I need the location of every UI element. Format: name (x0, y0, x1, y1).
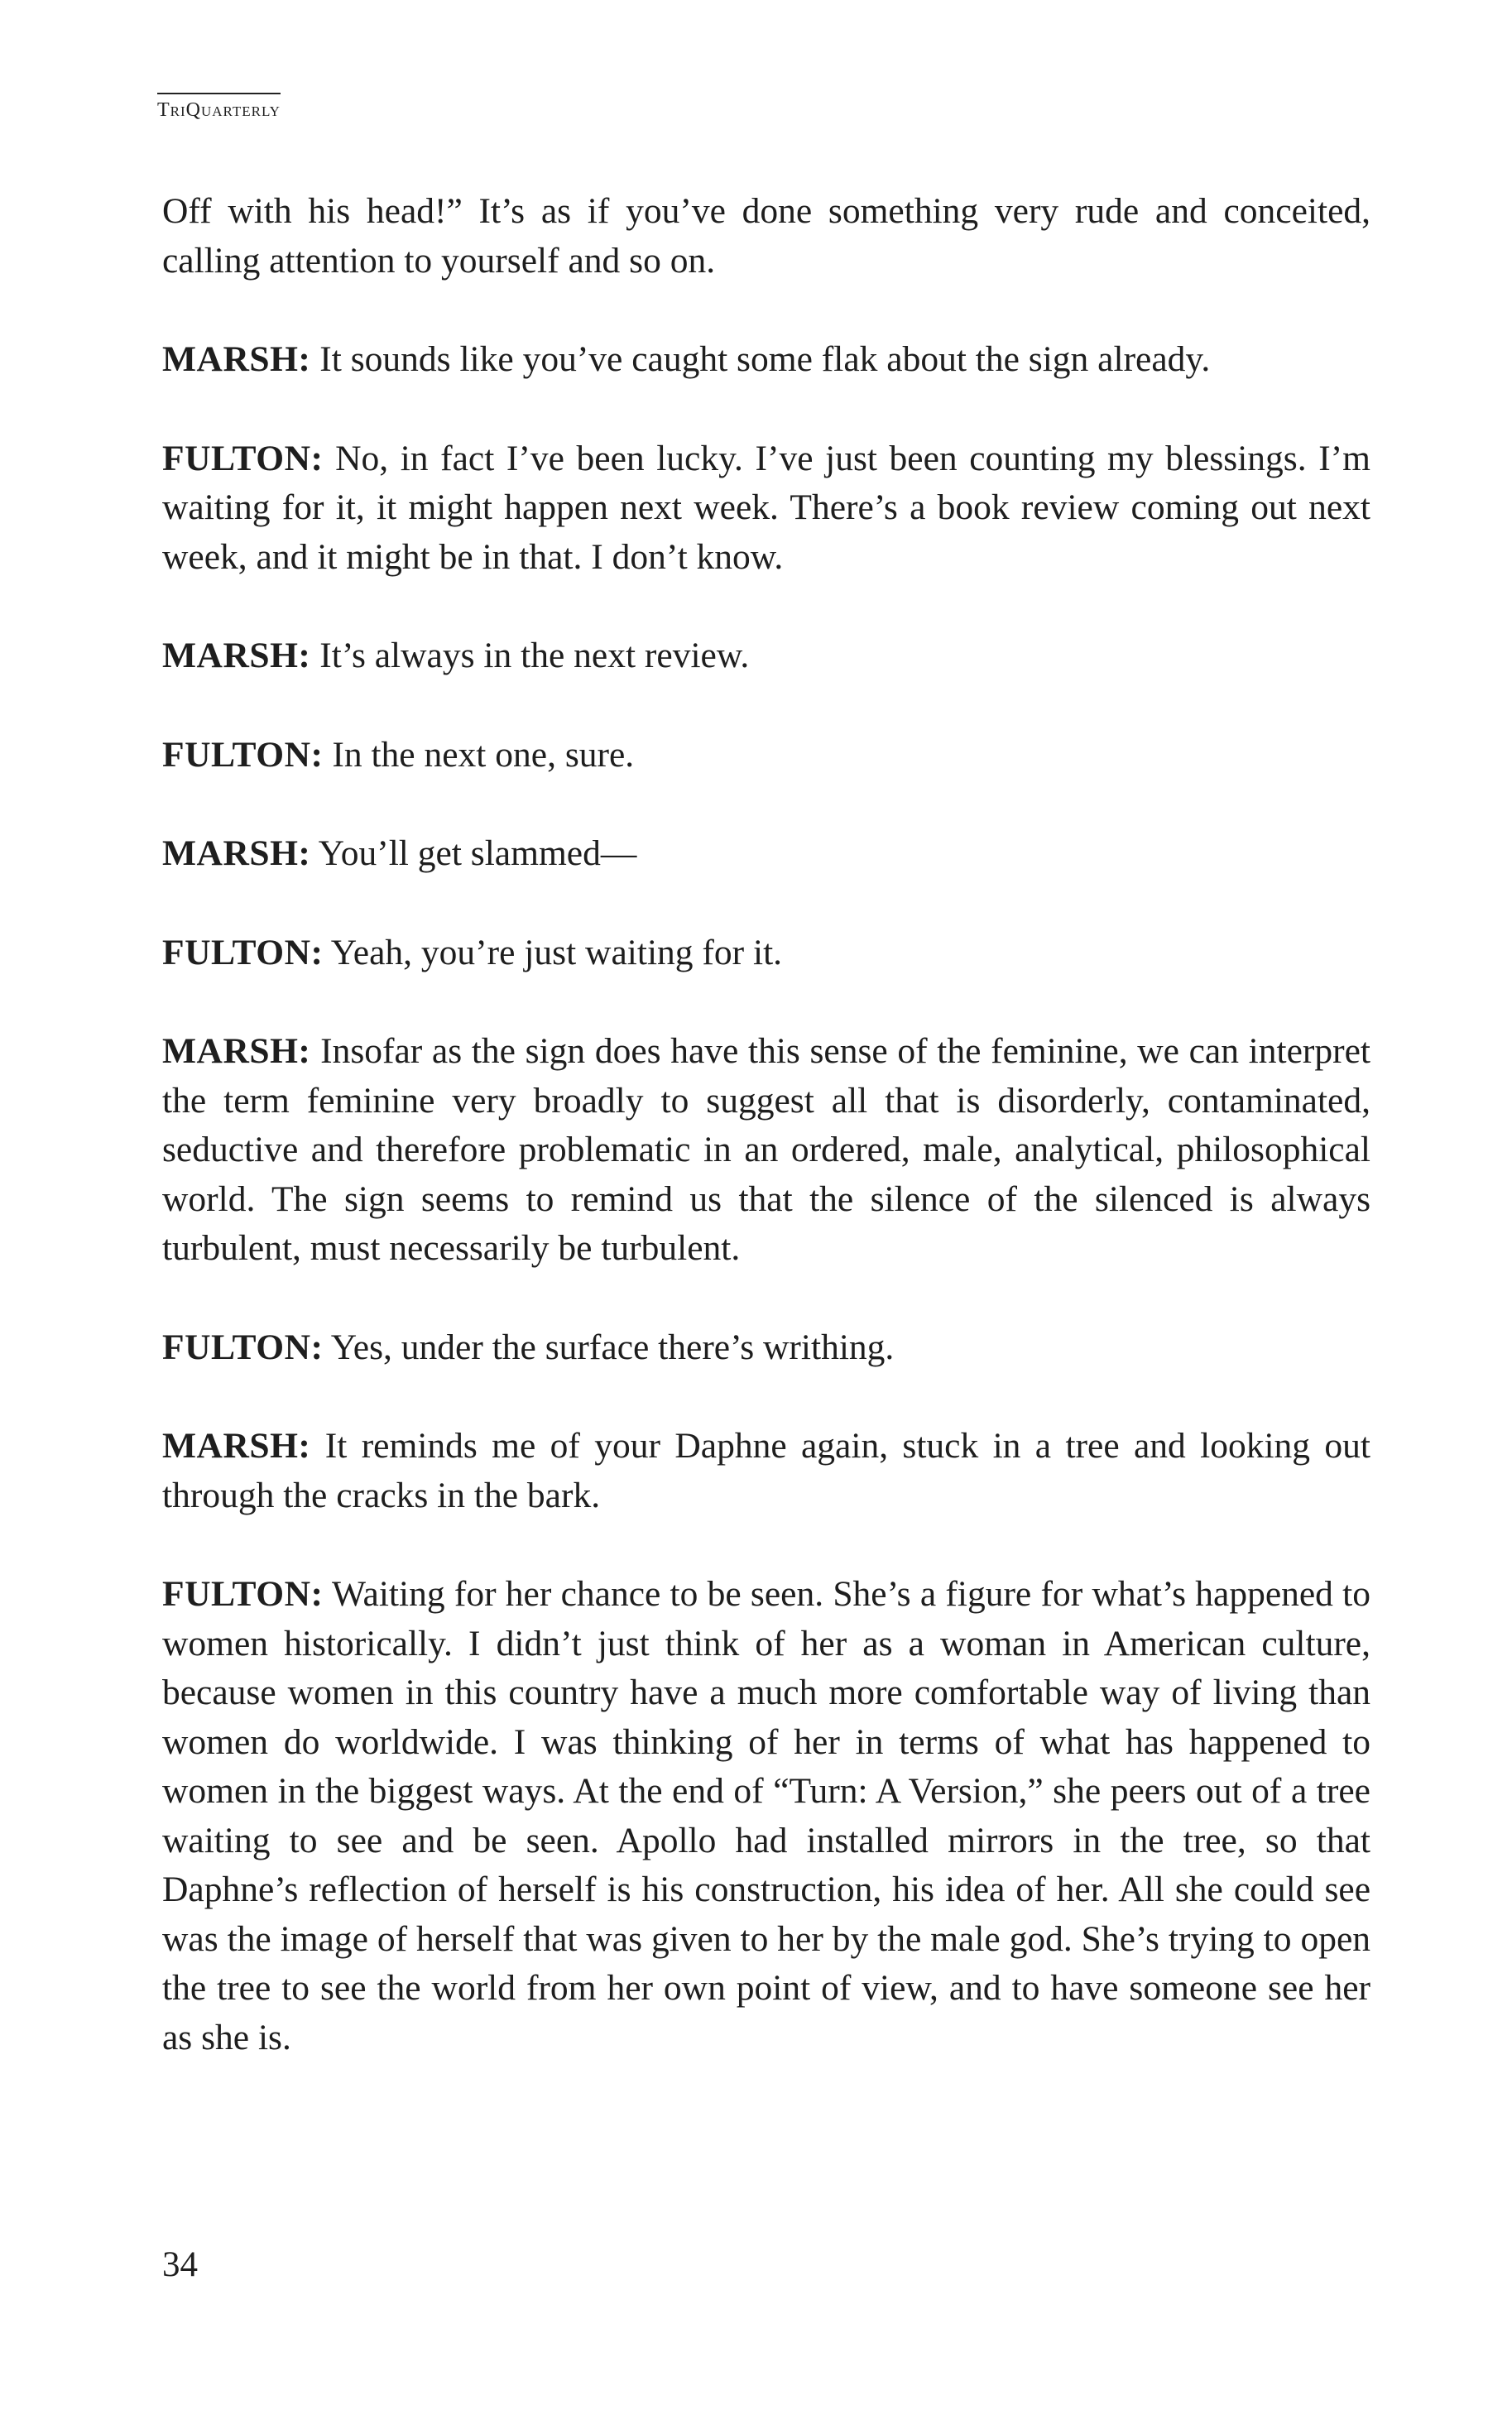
paragraph-text: Waiting for her chance to be seen. She’s a figure for what’s happened to women historically. I didn’t just think of her as a woman in American culture, because women in this country have a much more comfortable way of living than women do worldwide. I was thinking of her in terms of what has happened to women in the biggest ways. At the end of “Turn: A Version,” she peers out of a tree waiting to see and be seen. Apollo had installed mirrors in the tree, so that Daphne’s reflection of herself is his construction, his idea of her. All she could see was the image of herself that was given to her by the male god. She’s trying to open the tree to see the world from her own point of view, and to have someone see her as she is. (162, 1574, 1371, 2057)
paragraph-text: Insofar as the sign does have this sense of the feminine, we can interpret the term feminine very broadly to suggest all that is disorderly, contaminated, seductive and therefore problematic in an ordered, male, analytical, philosophical world. The sign seems to remind us that the silence of the silenced is always turbulent, must necessarily be turbulent. (162, 1031, 1370, 1268)
speaker-label: FULTON: (162, 1574, 324, 1614)
speaker-label: FULTON: (162, 1327, 324, 1367)
dialogue-paragraph (162, 929, 1370, 978)
speaker-label: MARSH: (162, 339, 311, 379)
dialogue-paragraph (162, 434, 1370, 583)
dialogue-paragraph (162, 631, 1370, 681)
speaker-label: MARSH: (162, 636, 311, 675)
dialogue-paragraph (162, 731, 1370, 780)
dialogue-paragraph (162, 829, 1370, 879)
paragraph-text: Yes, under the surface there’s writhing. (330, 1327, 895, 1367)
paragraph-continuation (162, 187, 1370, 286)
paragraph-text: It sounds like you’ve caught some flak about the sign already. (319, 339, 1211, 379)
paragraph-text: No, in fact I’ve been lucky. I’ve just been counting my blessings. I’m waiting for it, it might happen next week. There’s a book review coming out next week, and it might be in that. I don’t know. (162, 438, 1371, 577)
speaker-label: FULTON: (162, 734, 324, 775)
speaker-label: FULTON: (162, 932, 324, 972)
speaker-label: MARSH: (162, 1426, 311, 1466)
dialogue-paragraph (162, 1027, 1370, 1274)
page-body (162, 187, 1370, 2112)
speaker-label: FULTON: (162, 438, 324, 478)
paragraph-text: In the next one, sure. (332, 734, 635, 775)
paragraph-text: It reminds me of your Daphne again, stuck in a tree and looking out through the cracks in the bark. (162, 1426, 1370, 1515)
dialogue-paragraph (162, 1422, 1370, 1520)
speaker-label: MARSH: (162, 833, 311, 873)
paragraph-text: It’s always in the next review. (319, 636, 750, 675)
dialogue-paragraph (162, 335, 1370, 385)
paragraph-text: Off with his head!” It’s as if you’ve done something very rude and conceited, calling attention to yourself and so on. (162, 191, 1370, 281)
speaker-label: MARSH: (162, 1031, 311, 1071)
paragraph-text: You’ll get slammed— (318, 833, 637, 873)
page-number: 34 (162, 2245, 198, 2284)
dialogue-paragraph (162, 1323, 1370, 1373)
paragraph-text: Yeah, you’re just waiting for it. (330, 932, 783, 972)
running-head: TriQuarterly (157, 93, 281, 122)
dialogue-paragraph (162, 1570, 1370, 2062)
